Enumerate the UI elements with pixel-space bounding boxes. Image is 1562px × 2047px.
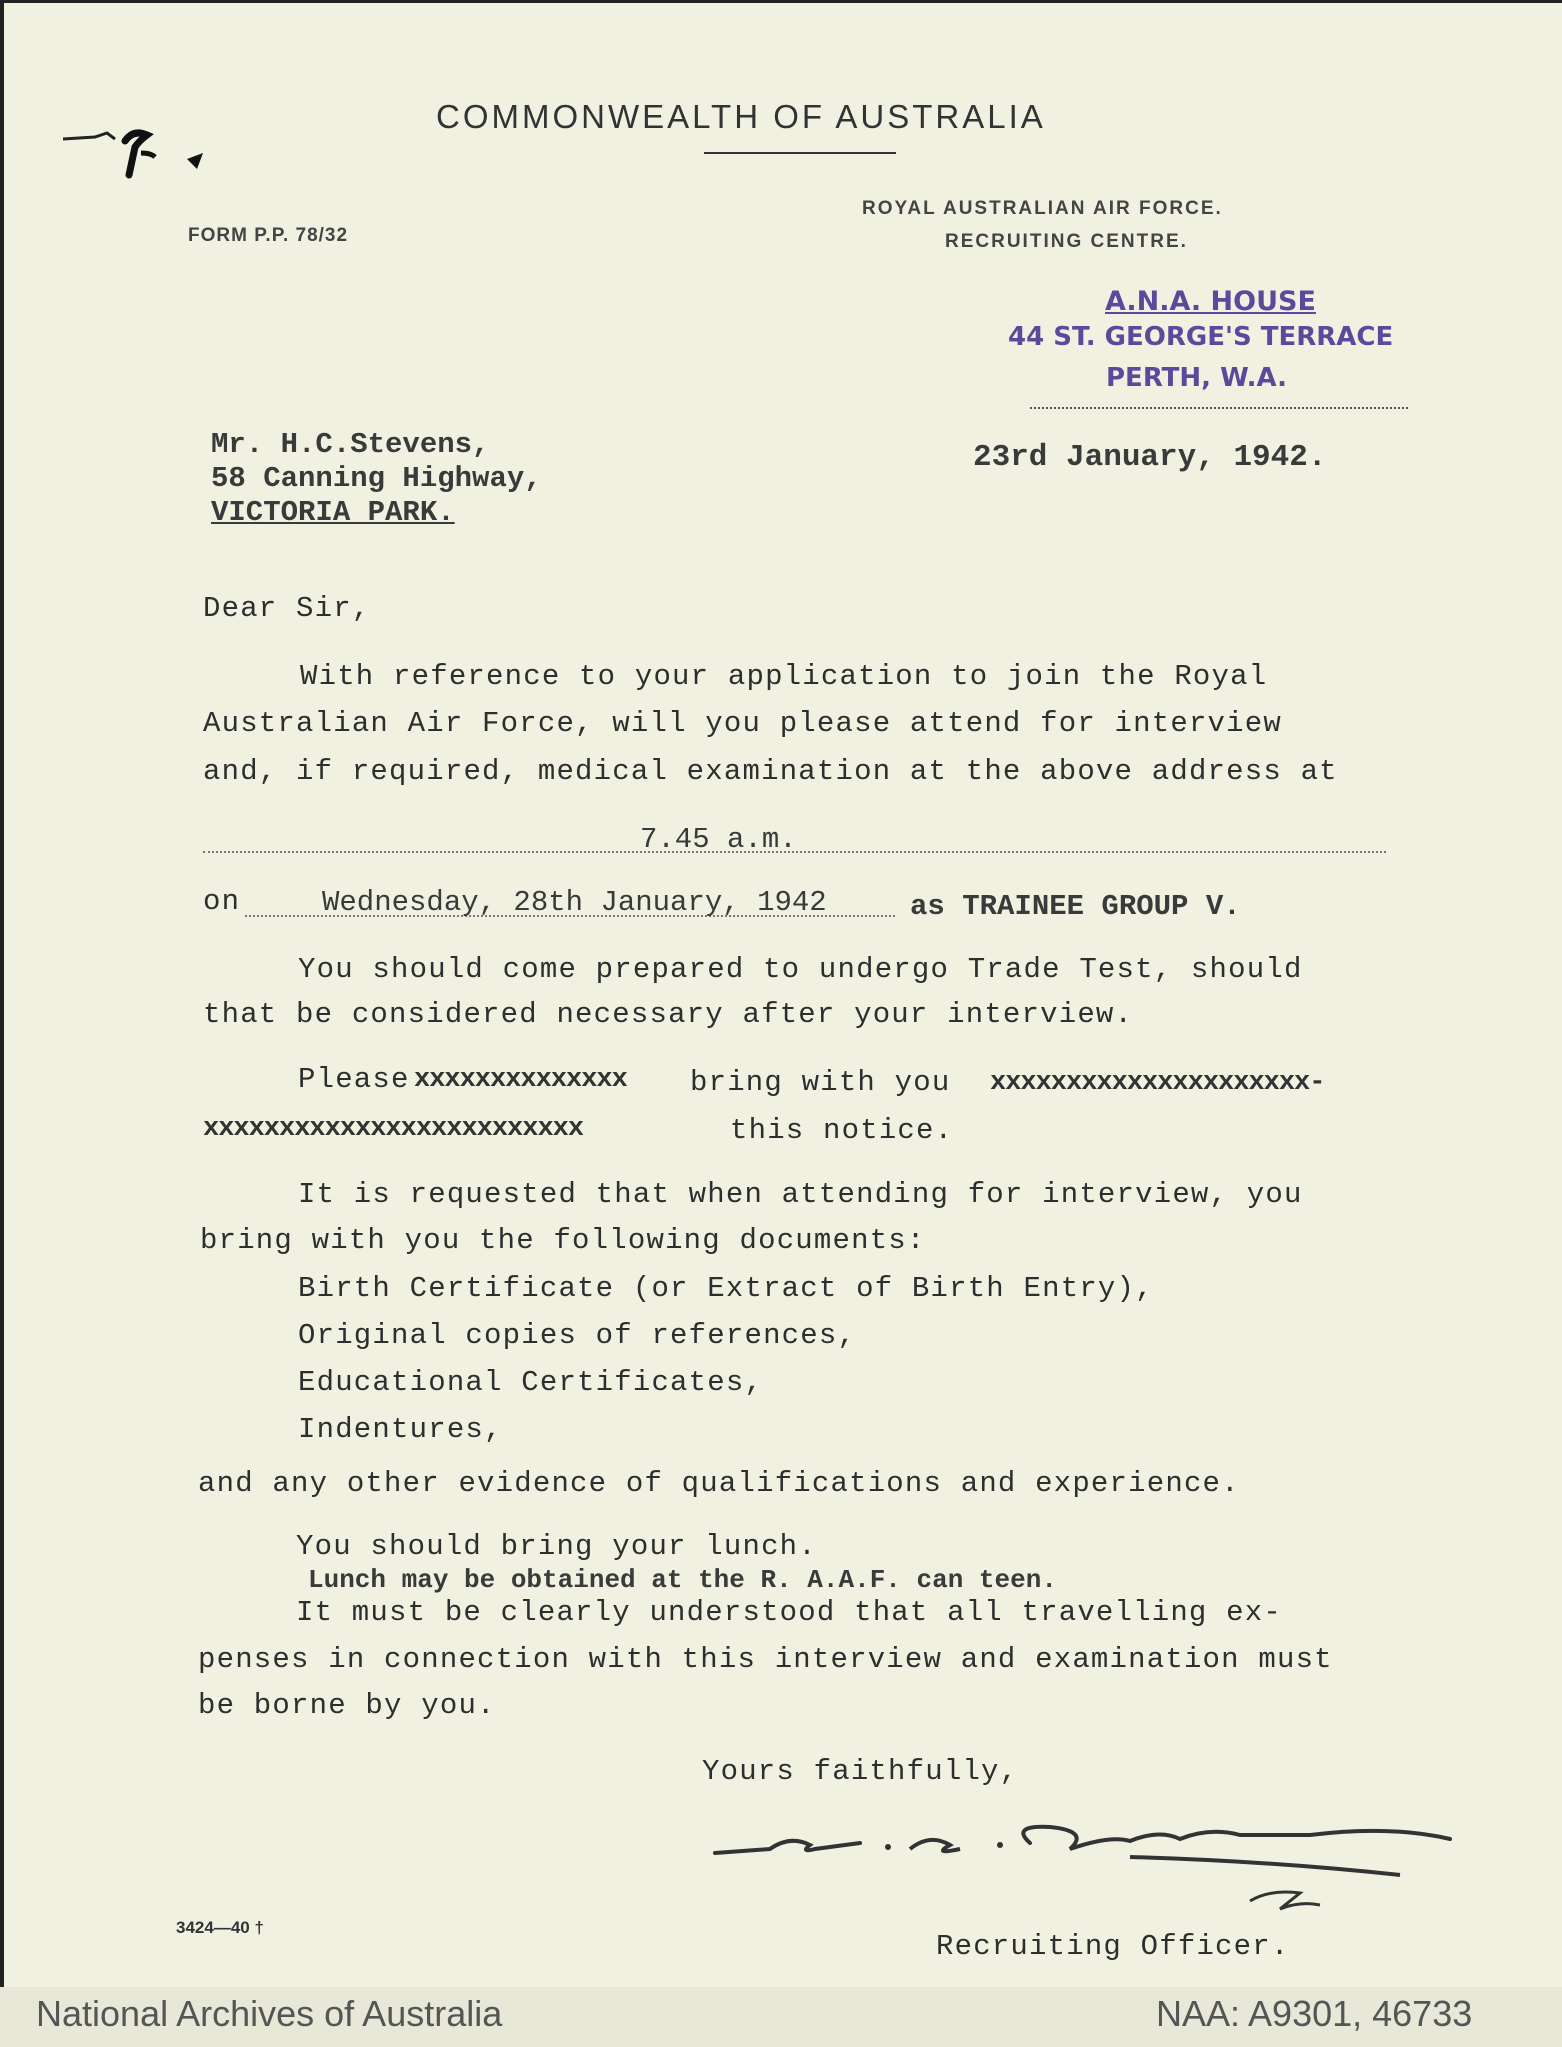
paragraph-2-line-1: You should come prepared to undergo Trade Test, should <box>298 953 1303 986</box>
paragraph-4-line-1: It is requested that when attending for interview, you <box>298 1178 1303 1211</box>
org-name: ROYAL AUSTRALIAN AIR FORCE. <box>862 198 1223 219</box>
addressee-suburb: VICTORIA PARK. <box>211 496 455 529</box>
interview-day: Wednesday, 28th January, 1942 <box>322 886 827 919</box>
print-code: 3424—40 † <box>176 1918 264 1937</box>
addressee-street: 58 Canning Highway, <box>211 462 542 495</box>
archive-reference: NAA: A9301, 46733 <box>1156 1993 1473 2034</box>
bring-with-you: bring with you <box>690 1066 951 1099</box>
trainee-group: as TRAINEE GROUP V. <box>910 890 1241 923</box>
scan-border-left <box>0 0 4 2047</box>
document-item-3: Educational Certificates, <box>298 1366 764 1399</box>
struck-text-3: xxxxxxxxxxxxxxxxxxxxxxxxx <box>203 1114 584 1144</box>
letter-date: 23rd January, 1942. <box>973 440 1327 475</box>
scan-border-top <box>0 0 1562 3</box>
stamp-divider <box>1030 407 1408 409</box>
struck-text-2: xxxxxxxxxxxxxxxxxxxxx- <box>990 1068 1325 1098</box>
paragraph-2-line-2: that be considered necessary after your interview. <box>203 998 1134 1031</box>
address-stamp-line3: PERTH, W.A. <box>1106 363 1288 393</box>
please-label: Please <box>298 1063 410 1096</box>
archive-name: National Archives of Australia <box>36 1993 503 2034</box>
address-stamp-line1: A.N.A. HOUSE <box>1105 286 1316 317</box>
ink-smudge-icon <box>55 125 225 185</box>
interview-time: 7.45 a.m. <box>640 823 797 856</box>
document-item-2: Original copies of references, <box>298 1319 857 1352</box>
paragraph-1-line-1: With reference to your application to join the Royal <box>300 660 1268 693</box>
paragraph-4-end: and any other evidence of qualifications and experience. <box>198 1467 1240 1500</box>
paragraph-1-line-2: Australian Air Force, will you please attend for interview <box>203 707 1282 740</box>
on-label: on <box>203 885 241 918</box>
handwritten-signature-icon <box>710 1805 1490 1935</box>
signatory-title: Recruiting Officer. <box>936 1930 1290 1963</box>
paragraph-5-line-3: be borne by you. <box>198 1689 496 1722</box>
salutation: Dear Sir, <box>203 592 371 625</box>
lunch-line-2: Lunch may be obtained at the R. A.A.F. can teen. <box>308 1565 1057 1595</box>
address-stamp-line2: 44 ST. GEORGE'S TERRACE <box>1008 322 1394 352</box>
org-unit: RECRUITING CENTRE. <box>945 231 1188 252</box>
title-underline <box>704 152 896 154</box>
paragraph-4-line-2: bring with you the following documents: <box>200 1224 926 1257</box>
form-number: FORM P.P. 78/32 <box>188 225 349 246</box>
paragraph-1-line-3: and, if required, medical examination at the above address at <box>203 755 1338 788</box>
lunch-line-1: You should bring your lunch. <box>296 1530 817 1563</box>
document-item-1: Birth Certificate (or Extract of Birth Entry), <box>298 1272 1154 1305</box>
addressee-name: Mr. H.C.Stevens, <box>211 428 490 461</box>
struck-text-1: xxxxxxxxxxxxxx <box>414 1065 627 1095</box>
paragraph-5-line-1: It must be clearly understood that all travelling ex- <box>296 1596 1282 1629</box>
this-notice: this notice. <box>730 1114 954 1147</box>
letterhead-title: COMMONWEALTH OF AUSTRALIA <box>436 98 1046 135</box>
closing: Yours faithfully, <box>702 1755 1019 1788</box>
document-item-4: Indentures, <box>298 1413 503 1446</box>
paragraph-5-line-2: penses in connection with this interview and examination must <box>198 1643 1333 1676</box>
